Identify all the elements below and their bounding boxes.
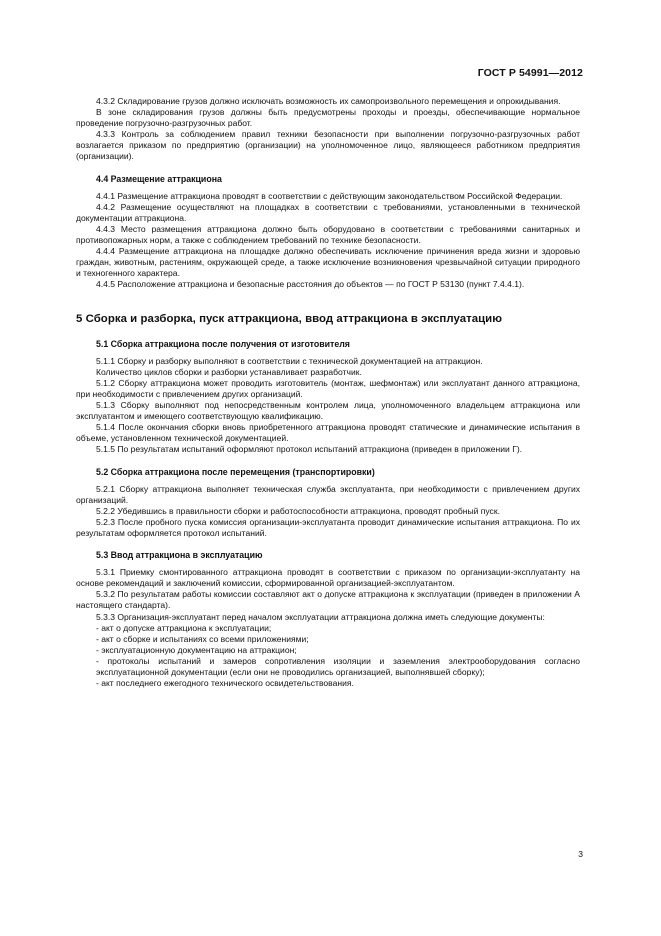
document-body xyxy=(76,96,580,689)
paragraph: 5.3.1 Приемку смонтированного аттракциона проводят в соответствии с приказом по организации-эксплуатанту на основе рекомендаций и заключений комиссии, сформированной организацией-эксплуатантом. xyxy=(76,567,580,589)
section-heading: 5 Сборка и разборка, пуск аттракциона, ввод аттракциона в эксплуатацию xyxy=(76,312,503,325)
paragraph: 4.4.5 Расположение аттракциона и безопасные расстояния до объектов — по ГОСТ Р 53130 (пункт 7.4.4.1). xyxy=(96,279,525,290)
list-item: - акт о сборке и испытаниях со всеми приложениями; xyxy=(96,633,309,644)
page-number: 3 xyxy=(578,849,583,859)
paragraph: 5.1.1 Сборку и разборку выполняют в соответствии с технической документацией на аттракцион. xyxy=(96,355,483,366)
paragraph: 5.1.4 После окончания сборки вновь приобретенного аттракциона проводят статические и динамические испытания в объеме, установленном технической документацией. xyxy=(76,422,580,444)
list-item: - акт о допуске аттракциона к эксплуатации; xyxy=(96,622,272,633)
paragraph: 4.4.4 Размещение аттракциона на площадке должно обеспечивать исключение причинения вреда жизни и здоровью граждан, животным, растениям, окружающей среде, а также исключение возникновения чрезвычайной ситуации природного и техногенного характера. xyxy=(76,246,580,279)
list-item: - эксплуатационную документацию на аттракцион; xyxy=(96,644,297,655)
paragraph: 5.2.3 После пробного пуска комиссия организации-эксплуатанта проводит динамические испытания аттракциона. По их результатам оформляется протокол испытаний. xyxy=(76,516,580,538)
paragraph: 5.2.1 Сборку аттракциона выполняет техническая служба эксплуатанта, при необходимости с привлечением других организаций. xyxy=(76,483,580,505)
subsection-heading: 5.2 Сборка аттракциона после перемещения (транспортировки) xyxy=(96,466,375,477)
subsection-heading: 4.4 Размещение аттракциона xyxy=(96,173,222,184)
paragraph: 4.4.2 Размещение осуществляют на площадках в соответствии с требованиями, установленными в технической документации аттракциона. xyxy=(76,201,580,223)
paragraph: 4.3.3 Контроль за соблюдением правил техники безопасности при выполнении погрузочно-разгрузочных работ возлагается приказом по предприятию (организации) на уполномоченное лицо, являющееся работником предприятия (организации). xyxy=(76,129,580,162)
paragraph: 4.4.3 Место размещения аттракциона должно быть оборудовано в соответствии с требованиями санитарных и противопожарных норм, а также с соблюдением требований по технике безопасности. xyxy=(76,223,580,246)
subsection-heading: 5.3 Ввод аттракциона в эксплуатацию xyxy=(96,550,263,561)
paragraph: 5.2.2 Убедившись в правильности сборки и работоспособности аттракциона, проводят пробный пуск. xyxy=(96,505,500,516)
paragraph: Количество циклов сборки и разборки устанавливает разработчик. xyxy=(96,366,362,377)
paragraph: В зоне складирования грузов должны быть предусмотрены проходы и проезды, обеспечивающие нормальное проведение погрузочно-разгрузочных работ. xyxy=(76,107,580,129)
paragraph: 5.1.3 Сборку выполняют под непосредственным контролем лица, уполномоченного владельцем аттракциона или эксплуатантом и имеющего соответствующую квалификацию. xyxy=(76,400,580,422)
paragraph: 5.3.2 По результатам работы комиссии составляют акт о допуске аттракциона к эксплуатации (приведен в приложении А настоящего стандарта). xyxy=(76,589,580,611)
paragraph: 4.3.2 Складирование грузов должно исключать возможность их самопроизвольного перемещения и опрокидывания. xyxy=(96,96,561,106)
paragraph: 5.1.5 По результатам испытаний оформляют протокол испытаний аттракциона (приведен в приложении Г). xyxy=(96,444,523,455)
subsection-heading: 5.1 Сборка аттракциона после получения от изготовителя xyxy=(96,338,350,349)
paragraph: 5.3.3 Организация-эксплуатант перед началом эксплуатации аттракциона должна иметь следующие документы: xyxy=(96,611,545,622)
document-header: ГОСТ Р 54991—2012 xyxy=(477,67,583,79)
paragraph: 5.1.2 Сборку аттракциона может проводить изготовитель (монтаж, шефмонтаж) или эксплуатант данного аттракциона, при необходимости с привлечением других организаций. xyxy=(76,377,580,399)
paragraph: 4.4.1 Размещение аттракциона проводят в соответствии с действующим законодательством Российской Федерации. xyxy=(96,190,563,201)
list-item: - акт последнего ежегодного технического освидетельствования. xyxy=(96,678,354,689)
list-item: - протоколы испытаний и замеров сопротивления изоляции и заземления электрооборудования согласно эксплуатационной документации (если они не проводились организацией, выполнявшей сборку); xyxy=(96,655,580,678)
